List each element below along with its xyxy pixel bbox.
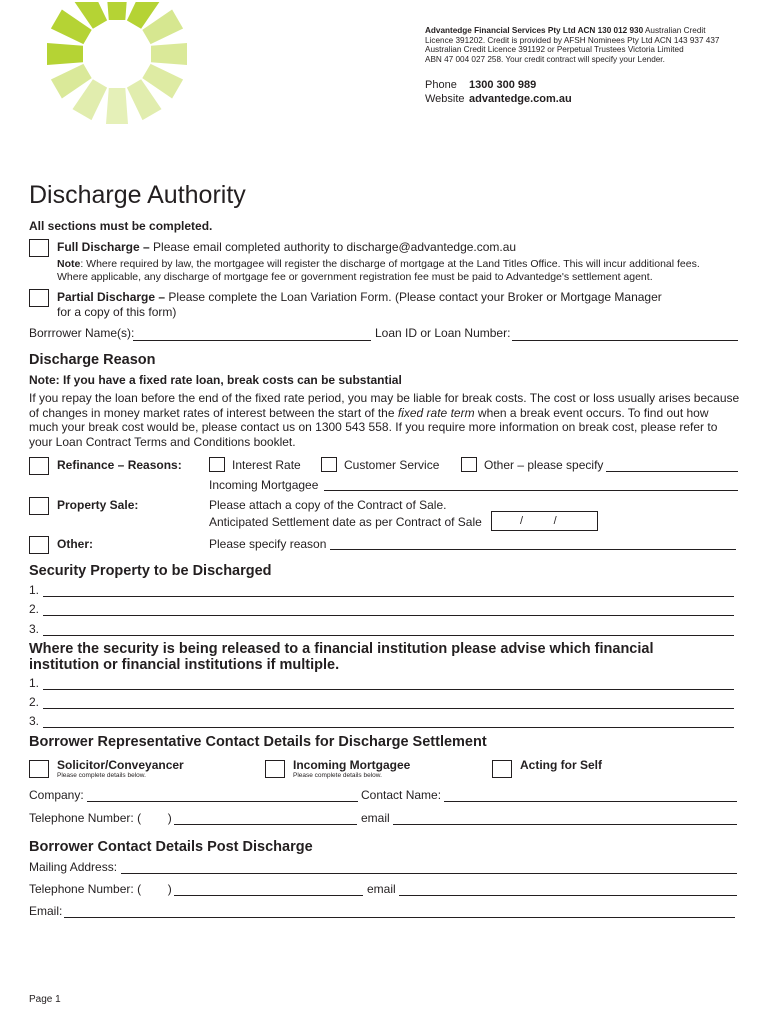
company-line-3: Australian Credit Licence 391192 or Perpetual Trustees Victoria Limited xyxy=(425,45,684,55)
incoming-mortgagee-checkbox[interactable] xyxy=(265,760,285,778)
post-email-full-label: Email: xyxy=(29,904,63,918)
logo-ray xyxy=(106,2,128,20)
partial-discharge-text-2: for a copy of this form) xyxy=(57,304,177,319)
customer-service-checkbox[interactable] xyxy=(321,457,337,472)
institution-heading xyxy=(29,642,653,673)
incoming-mortgagee-label: Incoming Mortgagee xyxy=(209,478,319,492)
interest-rate-checkbox[interactable] xyxy=(209,457,225,472)
loan-id-label: Loan ID or Loan Number: xyxy=(375,326,511,340)
mailing-address-field[interactable] xyxy=(121,873,737,874)
logo-ray xyxy=(151,43,187,65)
company-line-4: ABN 47 004 027 258. Your credit contract will specify your Lender. xyxy=(425,54,665,64)
security-item-3-field[interactable] xyxy=(43,635,734,636)
company-line-2: Licence 391202. Credit is provided by AFSH Nominees Pty Ltd ACN 143 937 437 xyxy=(425,35,720,45)
full-discharge-option xyxy=(57,240,516,254)
institution-heading-line-1: Where the security is being released to a financial institution please advise which financial xyxy=(29,641,654,657)
incoming-mortgagee-field[interactable] xyxy=(324,490,738,491)
post-telephone-label: Telephone Number: ( ) xyxy=(29,882,172,896)
company-licence-text: Australian Credit xyxy=(643,26,706,35)
all-sections-note: All sections must be completed. xyxy=(29,219,213,233)
acting-self-label: Acting for Self xyxy=(520,758,603,772)
break-cost-text-2: when a break event occurs. To find out how much your break cost would be, please contact us on 1300 543 558. If you require more information on break cost, please refer to your Loan Contract Terms and Conditions booklet. xyxy=(29,405,718,449)
website-link[interactable]: advantedge.com.au xyxy=(469,93,572,105)
partial-discharge-option xyxy=(57,290,662,319)
specify-reason-label: Please specify reason xyxy=(209,537,327,551)
full-discharge-note xyxy=(57,258,700,284)
contact-name-label: Contact Name: xyxy=(361,788,442,802)
rep-telephone-label: Telephone Number: ( ) xyxy=(29,811,172,825)
company-label: Company: xyxy=(29,788,84,802)
security-property-heading: Security Property to be Discharged xyxy=(29,563,272,579)
page-title: Discharge Authority xyxy=(29,181,246,209)
note-label: Note xyxy=(57,258,81,270)
post-email-full-field[interactable] xyxy=(64,917,735,918)
security-item-3-label: 3. xyxy=(29,622,40,636)
other-label: Other: xyxy=(57,537,93,551)
company-info xyxy=(425,26,725,64)
institution-item-3-label: 3. xyxy=(29,714,40,728)
borrower-names-label: Borrrower Name(s): xyxy=(29,326,135,340)
other-specify-label: Other – please specify xyxy=(484,458,604,472)
rep-email-field[interactable] xyxy=(393,824,737,825)
full-discharge-checkbox[interactable] xyxy=(29,239,49,257)
post-email-field[interactable] xyxy=(399,895,737,896)
partial-discharge-label: Partial Discharge – xyxy=(57,290,166,304)
security-item-1-field[interactable] xyxy=(43,596,734,597)
website-label: Website xyxy=(425,93,465,105)
institution-item-2-label: 2. xyxy=(29,695,40,709)
contact-name-field[interactable] xyxy=(444,801,737,802)
rep-email-label: email xyxy=(361,811,390,825)
property-sale-label: Property Sale: xyxy=(57,498,139,512)
institution-heading-line-2: institution or financial institutions if multiple. xyxy=(29,656,340,673)
solicitor-checkbox[interactable] xyxy=(29,760,49,778)
break-cost-text-1: If you repay the loan before the end of the fixed rate period, you may be liable for break costs. The cost or loss usually arises because of changes in money market rates of interest between the start of the xyxy=(29,391,740,420)
institution-item-2-field[interactable] xyxy=(43,708,734,709)
institution-item-1-label: 1. xyxy=(29,676,40,690)
logo-ray xyxy=(106,88,128,124)
partial-discharge-text: Please complete the Loan Variation Form. (Please contact your Broker or Mortgage Manager xyxy=(165,290,662,304)
break-cost-paragraph xyxy=(29,391,741,449)
property-sale-checkbox[interactable] xyxy=(29,497,49,515)
other-checkbox[interactable] xyxy=(29,536,49,554)
settlement-date-label: Anticipated Settlement date as per Contract of Sale xyxy=(209,515,482,529)
loan-id-field[interactable] xyxy=(512,340,738,341)
partial-discharge-checkbox[interactable] xyxy=(29,289,49,307)
fixed-rate-term-text: fixed rate term xyxy=(397,405,475,420)
security-item-2-field[interactable] xyxy=(43,615,734,616)
acting-self-checkbox[interactable] xyxy=(492,760,512,778)
customer-service-label: Customer Service xyxy=(344,458,440,472)
interest-rate-label: Interest Rate xyxy=(232,458,301,472)
borrower-names-field[interactable] xyxy=(133,340,371,341)
discharge-reason-heading: Discharge Reason xyxy=(29,352,156,368)
company-field[interactable] xyxy=(87,801,358,802)
security-item-2-label: 2. xyxy=(29,602,40,616)
logo-ray xyxy=(47,43,83,65)
phone-value: 1300 300 989 xyxy=(469,79,537,91)
institution-item-3-field[interactable] xyxy=(43,727,734,728)
page-number: Page 1 xyxy=(29,994,61,1005)
security-item-1-label: 1. xyxy=(29,583,40,597)
contact-block xyxy=(425,78,572,106)
refinance-checkbox[interactable] xyxy=(29,457,49,475)
representative-heading: Borrower Representative Contact Details for Discharge Settlement xyxy=(29,734,487,750)
incoming-mortgagee-option-label: Incoming Mortgagee xyxy=(293,758,411,772)
solicitor-subtext: Please complete details below. xyxy=(57,772,146,779)
full-discharge-text: Please email completed authority to discharge@advantedge.com.au xyxy=(149,240,517,254)
refinance-label: Refinance – Reasons: xyxy=(57,458,182,472)
date-separators: / / xyxy=(520,515,557,527)
note-line-2: Where applicable, any discharge of mortgage fee or government registration fee must be paid to Advantedge's settlement agent. xyxy=(57,271,653,283)
post-email-label: email xyxy=(367,882,396,896)
attach-contract-text: Please attach a copy of the Contract of Sale. xyxy=(209,498,447,512)
specify-reason-field[interactable] xyxy=(330,549,736,550)
incoming-mortgagee-subtext: Please complete details below. xyxy=(293,772,382,779)
other-specify-field[interactable] xyxy=(606,471,738,472)
institution-item-1-field[interactable] xyxy=(43,689,734,690)
full-discharge-label: Full Discharge – xyxy=(57,240,150,254)
mailing-address-label: Mailing Address: xyxy=(29,860,118,874)
post-discharge-heading: Borrower Contact Details Post Discharge xyxy=(29,839,313,855)
post-telephone-field[interactable] xyxy=(174,895,363,896)
fixed-rate-note: Note: If you have a fixed rate loan, break costs can be substantial xyxy=(29,373,402,387)
settlement-date-field[interactable] xyxy=(491,511,598,531)
advantedge-logo xyxy=(14,2,214,152)
rep-telephone-field[interactable] xyxy=(174,824,357,825)
company-name: Advantedge Financial Services Pty Ltd ACN 130 012 930 xyxy=(425,26,644,35)
other-reason-checkbox[interactable] xyxy=(461,457,477,472)
phone-label: Phone xyxy=(425,79,457,91)
note-line-1: : Where required by law, the mortgagee will register the discharge of mortgage at the Land Titles Office. This will incur additional fees. xyxy=(80,258,700,270)
solicitor-label: Solicitor/Conveyancer xyxy=(57,758,184,772)
